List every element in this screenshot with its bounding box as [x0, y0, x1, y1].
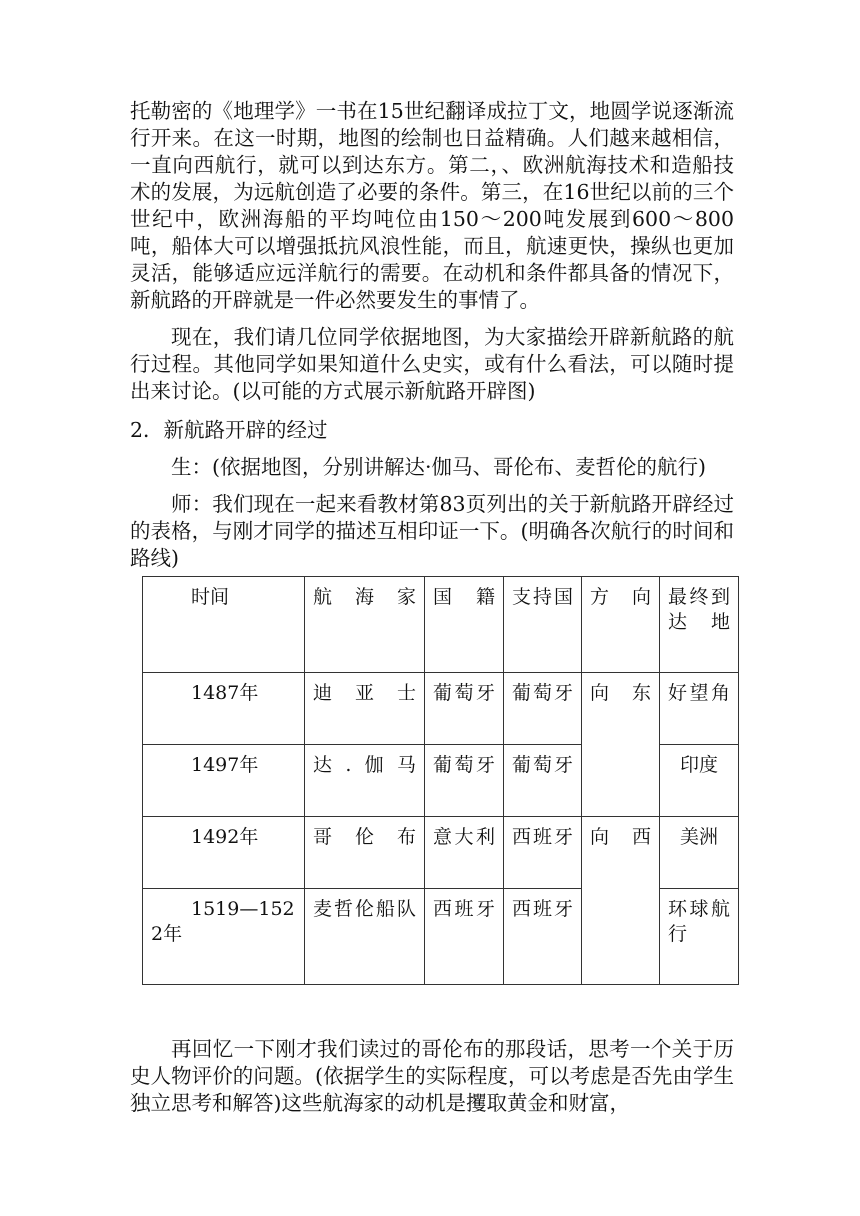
cell-time: 1497年 [143, 745, 305, 817]
header-nationality: 国籍 [425, 577, 504, 673]
cell-navigator: 迪亚士 [305, 673, 425, 745]
cell-destination: 好望角 [660, 673, 739, 745]
cell-sponsor: 西班牙 [504, 817, 582, 889]
voyages-table [142, 576, 739, 985]
cell-sponsor: 葡萄牙 [504, 673, 582, 745]
paragraph-map-activity: 现在，我们请几位同学依据地图，为大家描绘开辟新航路的航行过程。其他同学如果知道什么史实，或有什么看法，可以随时提出来讨论。(以可能的方式展示新航路开辟图) [130, 325, 734, 403]
header-time: 时间 [143, 577, 305, 673]
cell-nationality: 葡萄牙 [425, 745, 504, 817]
cell-sponsor: 西班牙 [504, 889, 582, 985]
document-body [130, 98, 734, 945]
cell-navigator: 哥伦布 [305, 817, 425, 889]
paragraph-evaluation: 再回忆一下刚才我们读过的哥伦布的那段话，思考一个关于历史人物评价的问题。(依据学生的实际程度，可以考虑是否先由学生独立思考和解答)这些航海家的动机是攫取黄金和财富， [130, 1037, 734, 1115]
cell-navigator: 达.伽马 [305, 745, 425, 817]
closing-section [130, 1036, 734, 1117]
header-direction: 方向 [582, 577, 660, 673]
cell-time: 1519—1522年 [143, 889, 305, 985]
table-header-row [143, 577, 739, 673]
table-row [143, 817, 739, 889]
cell-nationality: 意大利 [425, 817, 504, 889]
cell-nationality: 西班牙 [425, 889, 504, 985]
cell-destination: 印度 [660, 745, 739, 817]
cell-time: 1487年 [143, 673, 305, 745]
table-row [143, 673, 739, 745]
cell-direction-east: 向东 [582, 673, 660, 817]
paragraph-causes: 托勒密的《地理学》一书在15世纪翻译成拉丁文，地圆学说逐渐流行开来。在这一时期，地图的绘制也日益精确。人们越来越相信，一直向西航行，就可以到达东方。第二，、欧洲航海技术和造船技术的发展，为远航创造了必要的条件。第三，在16世纪以前的三个世纪中，欧洲海船的平均吨位由150～200吨发展到600～800吨，船体大可以增强抵抗风浪性能，而且，航速更快，操纵也更加灵活，能够适应远洋航行的需要。在动机和条件都具备的情况下，新航路的开辟就是一件必然要发生的事情了。 [130, 99, 734, 312]
header-navigator: 航海家 [305, 577, 425, 673]
cell-time: 1492年 [143, 817, 305, 889]
cell-destination: 美洲 [660, 817, 739, 889]
section-heading: 2．新航路开辟的经过 [130, 418, 328, 442]
cell-nationality: 葡萄牙 [425, 673, 504, 745]
paragraph-teacher: 师：我们现在一起来看教材第83页列出的关于新航路开辟经过的表格，与刚才同学的描述互相印证一下。(明确各次航行的时间和路线) [130, 492, 734, 570]
cell-sponsor: 葡萄牙 [504, 745, 582, 817]
header-destination: 最终到达地 [660, 577, 739, 673]
cell-direction-west: 向西 [582, 817, 660, 985]
cell-navigator: 麦哲伦船队 [305, 889, 425, 985]
paragraph-student: 生：(依据地图，分别讲解达·伽马、哥伦布、麦哲伦的航行) [171, 455, 707, 479]
header-sponsor: 支持国 [504, 577, 582, 673]
cell-destination: 环球航行 [660, 889, 739, 985]
